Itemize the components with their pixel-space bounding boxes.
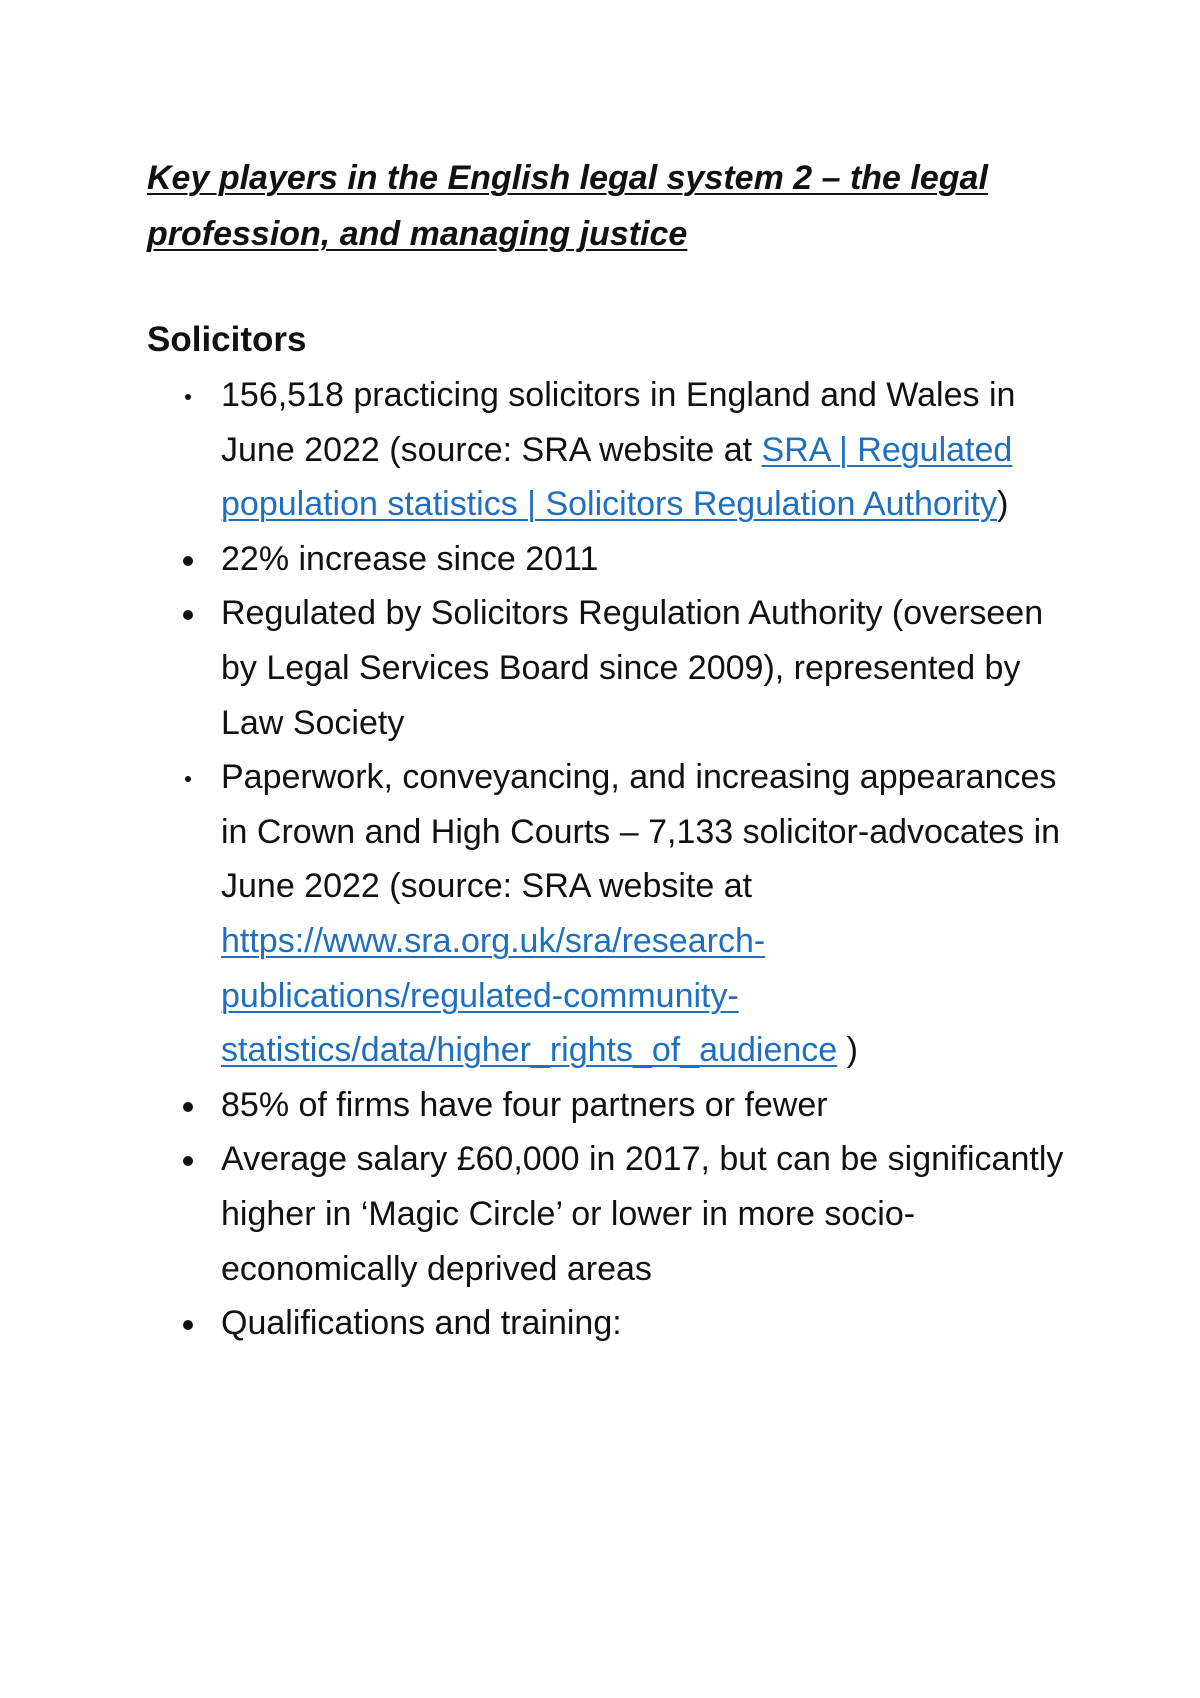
- list-item-text: 22% increase since 2011: [221, 539, 599, 578]
- list-item-firms: [147, 1078, 1087, 1133]
- bullet-icon: [183, 1320, 193, 1330]
- list-item-average-salary: [147, 1132, 1087, 1296]
- list-item-regulated-by: [147, 586, 1087, 750]
- list-item-paperwork: [147, 750, 1087, 1078]
- section-heading-solicitors: Solicitors: [147, 320, 307, 359]
- list-item-text: Average salary £60,000 in 2017, but can be significantly higher in ‘Magic Circle’ or lower in more socio-economically deprived areas: [221, 1140, 1064, 1288]
- solicitors-bullet-list: [147, 368, 1087, 1351]
- list-item-increase: [147, 532, 1087, 587]
- bullet-icon: [185, 394, 191, 400]
- sra-population-statistics-link[interactable]: SRA | Regulated population statistics | Solicitors Regulation Authority: [221, 430, 1013, 524]
- bullet-icon: [183, 1102, 193, 1112]
- list-item-practicing-solicitors: [147, 368, 1087, 532]
- bullet-icon: [183, 610, 193, 620]
- list-item-text: 156,518 practicing solicitors in England and Wales in June 2022 (source: SRA website at: [221, 376, 1016, 469]
- bullet-icon: [183, 1156, 193, 1166]
- bullet-icon: [185, 776, 191, 782]
- list-item-text: Regulated by Solicitors Regulation Authority (overseen by Legal Services Board since 2009), represented by Law Society: [221, 594, 1044, 742]
- list-item-qualifications: [147, 1296, 1087, 1351]
- list-item-text-end: ): [837, 1031, 858, 1070]
- list-item-text: 85% of firms have four partners or fewer: [221, 1085, 828, 1124]
- list-item-text: Qualifications and training:: [221, 1304, 622, 1343]
- document-title: Key players in the English legal system 2 – the legal profession, and managing justice: [147, 159, 988, 253]
- sra-higher-rights-link[interactable]: https://www.sra.org.uk/sra/research-publications/regulated-community-statistics/data/higher_rights_of_audience: [221, 921, 838, 1070]
- list-item-text: Paperwork, conveyancing, and increasing appearances in Crown and High Courts – 7,133 solicitor-advocates in June 2022 (source: SRA website at: [221, 758, 1061, 906]
- bullet-icon: [183, 556, 193, 566]
- list-item-text-end: ): [997, 485, 1009, 524]
